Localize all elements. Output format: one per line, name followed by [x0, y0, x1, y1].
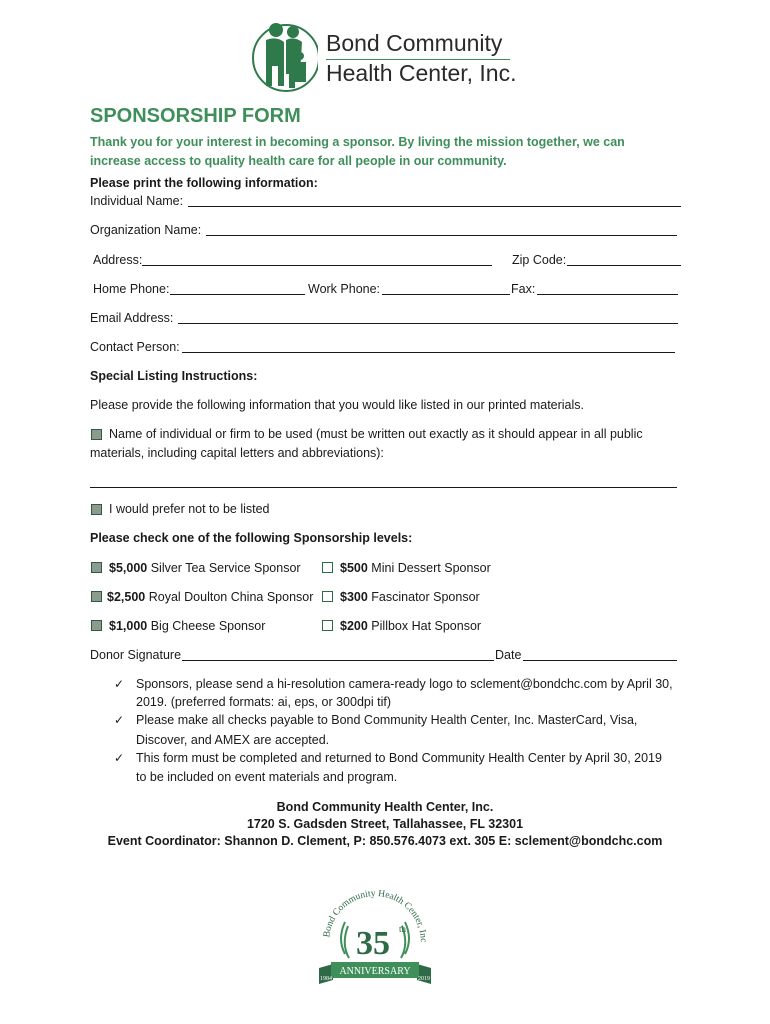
org-name-line2: Health Center, Inc.	[326, 60, 517, 86]
intro-line2: increase access to quality health care for all people in our community.	[90, 154, 507, 168]
level-checkbox[interactable]	[322, 591, 333, 602]
address-label: Address:	[93, 253, 143, 267]
level-option	[109, 618, 265, 634]
seal-banner: ANNIVERSARY	[339, 966, 411, 977]
email-field[interactable]	[178, 323, 678, 324]
individual-name-field[interactable]	[188, 206, 681, 207]
level-name: Pillbox Hat Sponsor	[371, 619, 482, 633]
level-name: Big Cheese Sponsor	[150, 619, 266, 633]
fax-label: Fax:	[511, 282, 536, 296]
org-name-line1: Bond Community	[326, 30, 503, 56]
form-title: SPONSORSHIP FORM	[90, 105, 301, 127]
address-field[interactable]	[142, 265, 492, 266]
seal-year-end: 2019	[418, 976, 430, 982]
listing-name-field[interactable]	[90, 487, 677, 488]
contact-person-field[interactable]	[182, 352, 675, 353]
seal-year-start: 1984	[320, 976, 332, 982]
home-phone-field[interactable]	[170, 294, 305, 295]
seal-number: 35	[356, 925, 390, 962]
organization-name-label: Organization Name:	[90, 223, 202, 237]
name-listing-option-line1: Name of individual or firm to be used (must be written out exactly as it should appear in all public	[109, 427, 643, 441]
name-listing-option-line2: materials, including capital letters and abbreviations):	[90, 446, 384, 460]
level-name: Royal Doulton China Sponsor	[148, 590, 314, 604]
level-amount: $5,000	[109, 561, 148, 575]
date-field[interactable]	[523, 660, 677, 661]
donor-signature-field[interactable]	[182, 660, 494, 661]
special-listing-heading: Special Listing Instructions:	[90, 369, 258, 383]
footer-coordinator: Event Coordinator: Shannon D. Clement, P: 850.576.4073 ext. 305 E: sclement@bondchc.com	[107, 834, 663, 848]
anniversary-seal	[315, 884, 435, 994]
email-label: Email Address:	[90, 311, 174, 325]
print-heading: Please print the following information:	[90, 176, 318, 190]
level-amount: $300	[340, 590, 368, 604]
note-logo-line2: 2019. (preferred formats: ai, eps, or 300dpi tif)	[136, 695, 391, 709]
level-checkbox[interactable]	[91, 620, 102, 631]
seal-arc-text: Bond Community Health Center, Inc	[322, 888, 429, 943]
check-icon: ✓	[114, 713, 125, 727]
check-icon: ✓	[114, 677, 125, 691]
contact-person-label: Contact Person:	[90, 340, 180, 354]
level-option	[107, 589, 313, 605]
note-logo-line1: Sponsors, please send a hi-resolution camera-ready logo to sclement@bondchc.com by April 30,	[136, 677, 673, 691]
levels-heading: Please check one of the following Sponsorship levels:	[90, 531, 413, 545]
footer-org: Bond Community Health Center, Inc.	[276, 800, 494, 814]
work-phone-label: Work Phone:	[308, 282, 381, 296]
note-deadline-line1: This form must be completed and returned to Bond Community Health Center by April 30, 2019	[136, 751, 662, 765]
anniversary-seal-icon	[315, 884, 435, 994]
date-label: Date	[495, 648, 522, 662]
level-amount: $500	[340, 561, 368, 575]
name-listing-checkbox[interactable]	[91, 429, 102, 440]
level-checkbox[interactable]	[91, 591, 102, 602]
work-phone-field[interactable]	[382, 294, 510, 295]
seal-suffix: th	[399, 924, 407, 934]
note-payment-line2: Discover, and AMEX are accepted.	[136, 733, 330, 747]
individual-name-label: Individual Name:	[90, 194, 184, 208]
level-checkbox[interactable]	[322, 620, 333, 631]
zip-code-field[interactable]	[567, 265, 681, 266]
note-deadline-line2: to be included on event materials and program.	[136, 770, 398, 784]
level-amount: $200	[340, 619, 368, 633]
logo	[248, 16, 318, 100]
level-option	[340, 560, 491, 576]
check-icon: ✓	[114, 751, 125, 765]
zip-code-label: Zip Code:	[512, 253, 567, 267]
level-amount: $1,000	[109, 619, 148, 633]
level-name: Silver Tea Service Sponsor	[150, 561, 301, 575]
home-phone-label: Home Phone:	[93, 282, 170, 296]
intro-line1: Thank you for your interest in becoming a sponsor. By living the mission together, we can	[90, 135, 625, 149]
level-checkbox[interactable]	[91, 562, 102, 573]
footer-address: 1720 S. Gadsden Street, Tallahassee, FL 32301	[246, 817, 524, 831]
level-option	[340, 589, 480, 605]
level-option	[340, 618, 481, 634]
level-checkbox[interactable]	[322, 562, 333, 573]
donor-signature-label: Donor Signature	[90, 648, 182, 662]
organization-name-field[interactable]	[206, 235, 677, 236]
family-logo-icon	[248, 16, 318, 100]
level-name: Fascinator Sponsor	[371, 590, 480, 604]
not-listed-checkbox[interactable]	[91, 504, 102, 515]
level-name: Mini Dessert Sponsor	[371, 561, 491, 575]
level-option	[109, 560, 301, 576]
special-listing-instructions: Please provide the following information that you would like listed in our printed materials.	[90, 398, 585, 412]
level-amount: $2,500	[107, 590, 146, 604]
fax-field[interactable]	[537, 294, 678, 295]
note-payment-line1: Please make all checks payable to Bond Community Health Center, Inc. MasterCard, Visa,	[136, 713, 638, 727]
not-listed-option: I would prefer not to be listed	[109, 502, 270, 516]
